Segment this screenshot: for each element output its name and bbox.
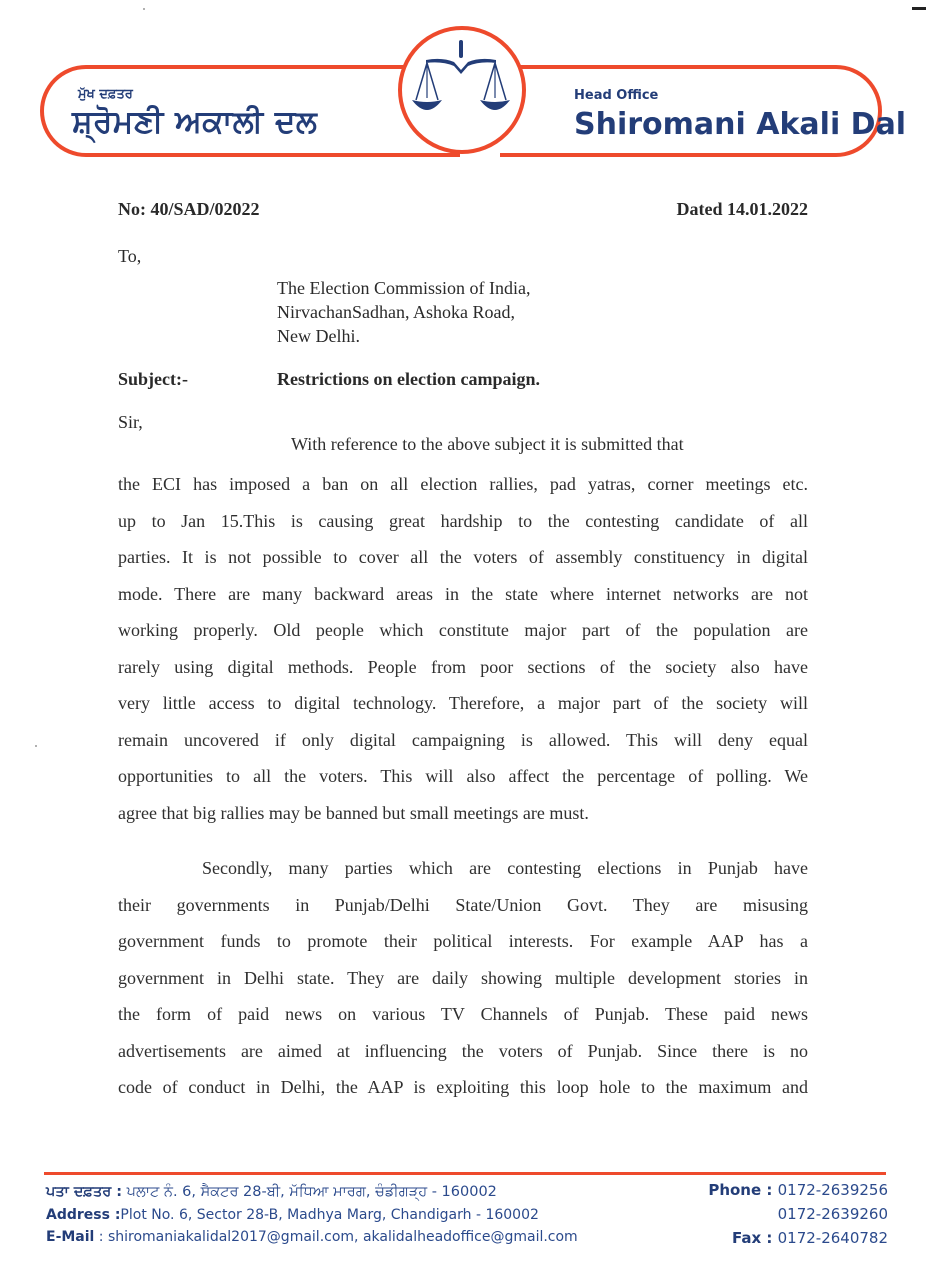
- text-line: advertisements are aimed at influencing the voters of Punjab. Since there is no: [118, 1040, 808, 1061]
- party-name: Shiromani Akali Dal: [574, 107, 907, 142]
- text-line: their governments in Punjab/Delhi State/Union Govt. They are misusing: [118, 894, 808, 915]
- text-line: working properly. Old people which constitute major part of the population are: [118, 620, 808, 640]
- letter-date: Dated 14.01.2022: [676, 199, 808, 219]
- text-line: government funds to promote their political interests. For example AAP has a: [118, 931, 808, 951]
- recipient-address: [277, 276, 530, 348]
- fax-label: Fax :: [732, 1229, 778, 1247]
- text-line: the form of paid news on various TV Channels of Punjab. These paid news: [118, 1004, 808, 1024]
- text-line: rarely using digital methods. People from poor sections of the society also have: [118, 656, 808, 677]
- paragraph-2: [118, 850, 808, 1106]
- text-line: up to Jan 15.This is causing great hardship to the contesting candidate of all: [118, 510, 808, 531]
- text-line: code of conduct in Delhi, the AAP is exploiting this loop hole to the maximum and: [118, 1077, 808, 1097]
- text-line: Secondly, many parties which are contesting elections in Punjab have: [202, 858, 808, 878]
- text-line: remain uncovered if only digital campaigning is allowed. This will deny equal: [118, 729, 808, 750]
- to-label: To,: [118, 246, 142, 266]
- footer-email: [46, 1229, 578, 1245]
- paragraph-1: [118, 466, 808, 831]
- salutation: Sir,: [118, 412, 143, 432]
- head-office-label: Head Office: [574, 88, 659, 103]
- punjabi-address-label: ਪਤਾ ਦਫ਼ਤਰ :: [46, 1184, 123, 1200]
- scan-speck: [143, 8, 145, 10]
- email-label: E-Mail: [46, 1229, 95, 1245]
- email-addresses: : shiromaniakalidal2017@gmail.com, akalidalheadoffice@gmail.com: [94, 1229, 578, 1245]
- scan-edge-mark: [912, 7, 926, 10]
- footer-divider: [44, 1172, 886, 1175]
- footer-phone-2: [778, 1205, 888, 1223]
- emblem-circle: [398, 26, 526, 154]
- footer-phone-1: [708, 1181, 888, 1199]
- punjabi-address: ਪਲਾਟ ਨੰ. 6, ਸੈਕਟਰ 28-ਬੀ, ਮੱਧਿਆ ਮਾਰਗ, ਚੰਡੀਗੜ੍ਹ - 160002: [126, 1184, 497, 1200]
- recipient-line: New Delhi.: [277, 326, 360, 346]
- subject-label: Subject:-: [118, 369, 188, 389]
- punjabi-party-name: ਸ਼੍ਰੋਮਣੀ ਅਕਾਲੀ ਦਲ: [72, 104, 318, 140]
- fax-number: 0172-2640782: [777, 1229, 888, 1247]
- scan-speck: [35, 745, 37, 747]
- text-line: very little access to digital technology. Therefore, a major part of the society will: [118, 693, 808, 713]
- scales-of-justice-icon: [402, 30, 522, 150]
- reference-number: No: 40/SAD/02022: [118, 199, 260, 219]
- address-text: Plot No. 6, Sector 28-B, Madhya Marg, Chandigarh - 160002: [120, 1207, 539, 1223]
- text-line: parties. It is not possible to cover all the voters of assembly constituency in digital: [118, 547, 808, 567]
- text-line: agree that big rallies may be banned but small meetings are must.: [118, 802, 589, 823]
- footer-punjabi-address: [46, 1184, 497, 1200]
- text-line: the ECI has imposed a ban on all election rallies, pad yatras, corner meetings etc.: [118, 474, 808, 494]
- text-line: mode. There are many backward areas in the state where internet networks are not: [118, 583, 808, 604]
- text-line: government in Delhi state. They are daily showing multiple development stories in: [118, 967, 808, 988]
- paragraph-1-opening: With reference to the above subject it is submitted that: [291, 434, 684, 454]
- punjabi-head-office-label: ਮੁੱਖ ਦਫ਼ਤਰ: [78, 87, 133, 102]
- phone-label: Phone :: [708, 1181, 778, 1199]
- phone-number: 0172-2639260: [777, 1205, 888, 1223]
- recipient-line: The Election Commission of India,: [277, 278, 531, 298]
- text-line: opportunities to all the voters. This will also affect the percentage of polling. We: [118, 766, 808, 786]
- footer-address: [46, 1207, 539, 1223]
- phone-number: 0172-2639256: [777, 1181, 888, 1199]
- footer-fax: [732, 1229, 888, 1247]
- subject-text: Restrictions on election campaign.: [277, 369, 540, 389]
- recipient-line: NirvachanSadhan, Ashoka Road,: [277, 302, 515, 322]
- address-label: Address :: [46, 1207, 121, 1223]
